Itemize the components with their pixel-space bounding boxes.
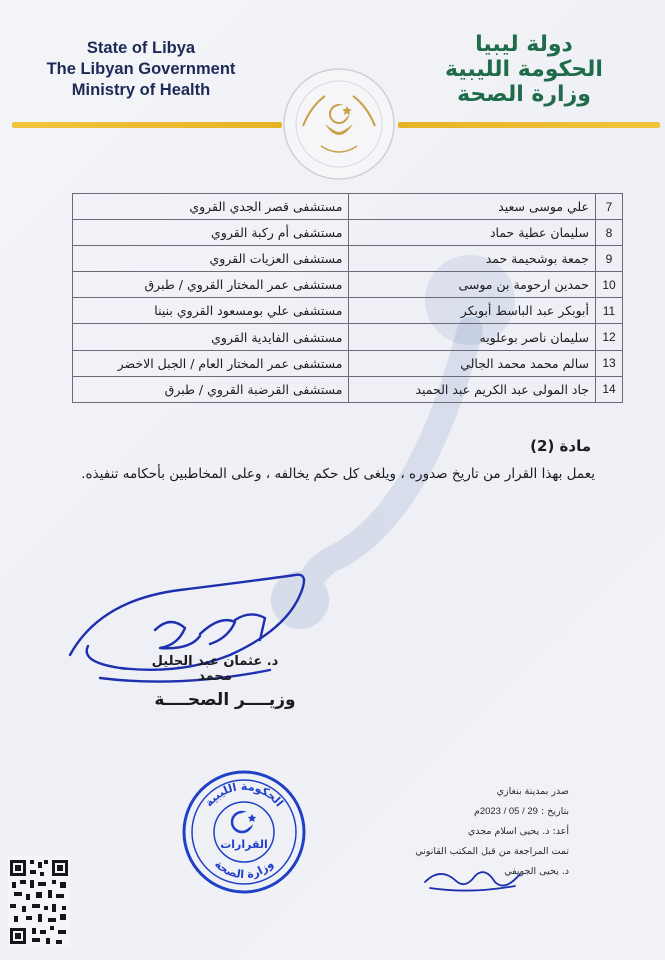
hospital-name: مستشفى عمر المختار العام / الجبل الاخضر xyxy=(73,350,349,376)
person-name: جاد المولى عبد الكريم عبد الحميد xyxy=(349,376,596,402)
reviewer-signature xyxy=(420,862,530,896)
hospital-name: مستشفى الفايدية القروي xyxy=(73,324,349,350)
assignments-table xyxy=(72,193,623,403)
row-number: 13 xyxy=(596,350,623,376)
svg-text:الحكومة الليبية xyxy=(202,780,286,809)
stamp-top-text: الحكومة الليبية xyxy=(202,779,286,810)
header-arabic xyxy=(419,32,629,107)
header-gold-line-left xyxy=(12,122,282,128)
hospital-name: مستشفى العزيات القروي xyxy=(73,246,349,272)
header-en-line: Ministry of Health xyxy=(71,81,211,99)
table-row xyxy=(73,194,623,220)
hospital-name: مستشفى القرضبة القروي / طبرق xyxy=(73,376,349,402)
header-gold-line-right xyxy=(398,122,660,128)
header-ar-line: وزارة الصحة xyxy=(457,82,591,107)
person-name: سليمان عطية حماد xyxy=(349,220,596,246)
table-row xyxy=(73,324,623,350)
issue-date-label: بتاريخ : xyxy=(541,806,569,817)
table-row xyxy=(73,246,623,272)
header-english xyxy=(26,38,256,101)
table-row xyxy=(73,350,623,376)
hospital-name: مستشفى عمر المختار القروي / طبرق xyxy=(73,272,349,298)
person-name: سالم محمد محمد الجالي xyxy=(349,350,596,376)
row-number: 11 xyxy=(596,298,623,324)
person-name: سليمان ناصر بوعلويه xyxy=(349,324,596,350)
table-row xyxy=(73,298,623,324)
signatory-title: وزيــــر الصحــــة xyxy=(154,690,296,710)
row-number: 10 xyxy=(596,272,623,298)
article-body: يعمل بهذا القرار من تاريخ صدوره ، ويلغى كل حكم يخالفه ، وعلى المخاطبين بأحكامه تنفيذه. xyxy=(81,466,595,482)
header-ar-line: دولة ليبيا xyxy=(475,32,573,57)
row-number: 9 xyxy=(596,246,623,272)
stamp-bottom-text: وزارة الصحة xyxy=(212,857,276,882)
issued-in-city: صدر بمدينة بنغازي xyxy=(496,786,569,797)
person-name: جمعة بوشحيمة حمد xyxy=(349,246,596,272)
row-number: 7 xyxy=(596,194,623,220)
header-en-line: State of Libya xyxy=(86,39,196,57)
qr-code xyxy=(8,856,70,948)
hospital-name: مستشفى أم ركبة القروي xyxy=(73,220,349,246)
person-name: أبوبكر عبد الباسط أبوبكر xyxy=(349,298,596,324)
hospital-name: مستشفى علي بومسعود القروي بنينا xyxy=(73,298,349,324)
row-number: 8 xyxy=(596,220,623,246)
prepared-by: أعد: د. يحيى اسلام مجدي xyxy=(467,826,569,837)
reviewed-by-legal: تمت المراجعة من قبل المكتب القانوني xyxy=(415,846,569,857)
person-name: حمدين ارحومة بن موسى xyxy=(349,272,596,298)
svg-text:وزارة الصحة xyxy=(212,857,276,881)
person-name: علي موسى سعيد xyxy=(349,194,596,220)
ministry-seal-logo xyxy=(281,66,397,182)
header-en-line: The Libyan Government xyxy=(46,60,236,78)
official-stamp xyxy=(180,768,308,896)
table-row xyxy=(73,220,623,246)
signatory-name: د. عثمان عبد الجليل محمد xyxy=(151,654,279,684)
header-ar-line: الحكومة الليبية xyxy=(445,57,603,82)
issue-date-value: 29 / 05 / 2023م xyxy=(473,806,538,817)
article-title: مادة (2) xyxy=(530,437,591,455)
table-row xyxy=(73,272,623,298)
row-number: 14 xyxy=(596,376,623,402)
stamp-center-text: القرارات xyxy=(220,838,268,851)
issue-date-line xyxy=(359,802,569,822)
row-number: 12 xyxy=(596,324,623,350)
reviewer-name: د. يحيى الجويفي xyxy=(504,866,569,877)
table-row xyxy=(73,376,623,402)
hospital-name: مستشفى قصر الجدي القروي xyxy=(73,194,349,220)
